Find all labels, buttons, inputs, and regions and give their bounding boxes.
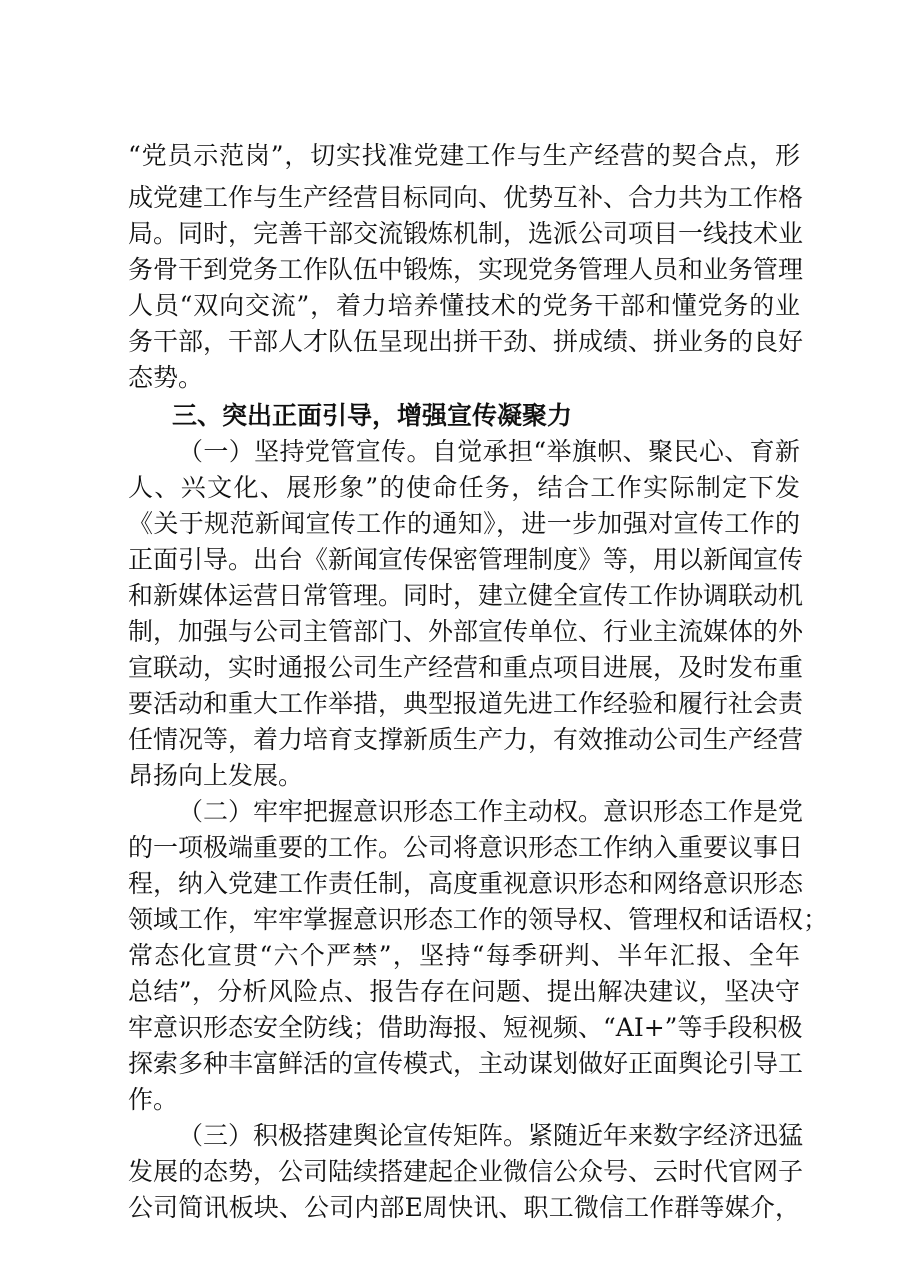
section-heading: 三、突出正面引导，增强宣传凝聚力 xyxy=(172,401,573,430)
paragraph-first-line: （三）积极搭建舆论宣传矩阵。紧随近年来数字经济迅猛 xyxy=(178,1121,804,1150)
text-line: 任情况等，着力培育支撑新质生产力，有效推动公司生产经营 xyxy=(128,725,804,754)
text-line: 务干部，干部人才队伍呈现出拼干劲、拼成绩、拼业务的良好 xyxy=(128,327,804,356)
text-line: 探索多种丰富鲜活的宣传模式，主动谋划做好正面舆论引导工 xyxy=(128,1049,804,1078)
text-line: 牢意识形态安全防线；借助海报、短视频、“AI+”等手段积极 xyxy=(128,1013,803,1042)
text-line: 和新媒体运营日常管理。同时，建立健全宣传工作协调联动机 xyxy=(128,581,804,610)
text-line: 程，纳入党建工作责任制，高度重视意识形态和网络意识形态 xyxy=(128,869,804,898)
text-line: 的一项极端重要的工作。公司将意识形态工作纳入重要议事日 xyxy=(128,833,804,862)
text-line: 发展的态势，公司陆续搭建起企业微信公众号、云时代官网子 xyxy=(128,1157,804,1186)
text-line: 宣联动，实时通报公司生产经营和重点项目进展，及时发布重 xyxy=(128,653,804,682)
text-line: 作。 xyxy=(128,1085,179,1114)
text-line: 制，加强与公司主管部门、外部宣传单位、行业主流媒体的外 xyxy=(128,617,804,646)
text-line: 常态化宣贯“六个严禁”，坚持“每季研判、半年汇报、全年 xyxy=(128,941,800,970)
text-line: 昂扬向上发展。 xyxy=(128,761,304,790)
text-line: 成党建工作与生产经营目标同向、优势互补、合力共为工作格 xyxy=(128,183,804,212)
text-line: “党员示范岗”，切实找准党建工作与生产经营的契合点，形 xyxy=(128,141,800,170)
text-line: 《关于规范新闻宣传工作的通知》，进一步加强对宣传工作的 xyxy=(128,509,800,538)
paragraph-first-line: （一）坚持党管宣传。自觉承担“举旗帜、聚民心、育新 xyxy=(178,437,800,466)
text-line: 人员“双向交流”，着力培养懂技术的党务干部和懂党务的业 xyxy=(128,291,800,320)
text-line: 态势。 xyxy=(128,363,204,392)
text-line: 领域工作，牢牢掌握意识形态工作的领导权、管理权和话语权； xyxy=(128,905,829,934)
text-line: 务骨干到党务工作队伍中锻炼，实现党务管理人员和业务管理 xyxy=(128,255,804,284)
text-line: 人、兴文化、展形象”的使命任务，结合工作实际制定下发 xyxy=(128,473,800,502)
text-line: 公司简讯板块、公司内部E周快讯、职工微信工作群等媒介， xyxy=(128,1193,800,1222)
paragraph-first-line: （二）牢牢把握意识形态工作主动权。意识形态工作是党 xyxy=(178,797,804,826)
text-line: 局。同时，完善干部交流锻炼机制，选派公司项目一线技术业 xyxy=(128,219,804,248)
text-line: 正面引导。出台《新闻宣传保密管理制度》等，用以新闻宣传 xyxy=(128,545,804,574)
text-line: 总结”，分析风险点、报告存在问题、提出解决建议，坚决守 xyxy=(128,977,800,1006)
text-line: 要活动和重大工作举措，典型报道先进工作经验和履行社会责 xyxy=(128,689,804,718)
